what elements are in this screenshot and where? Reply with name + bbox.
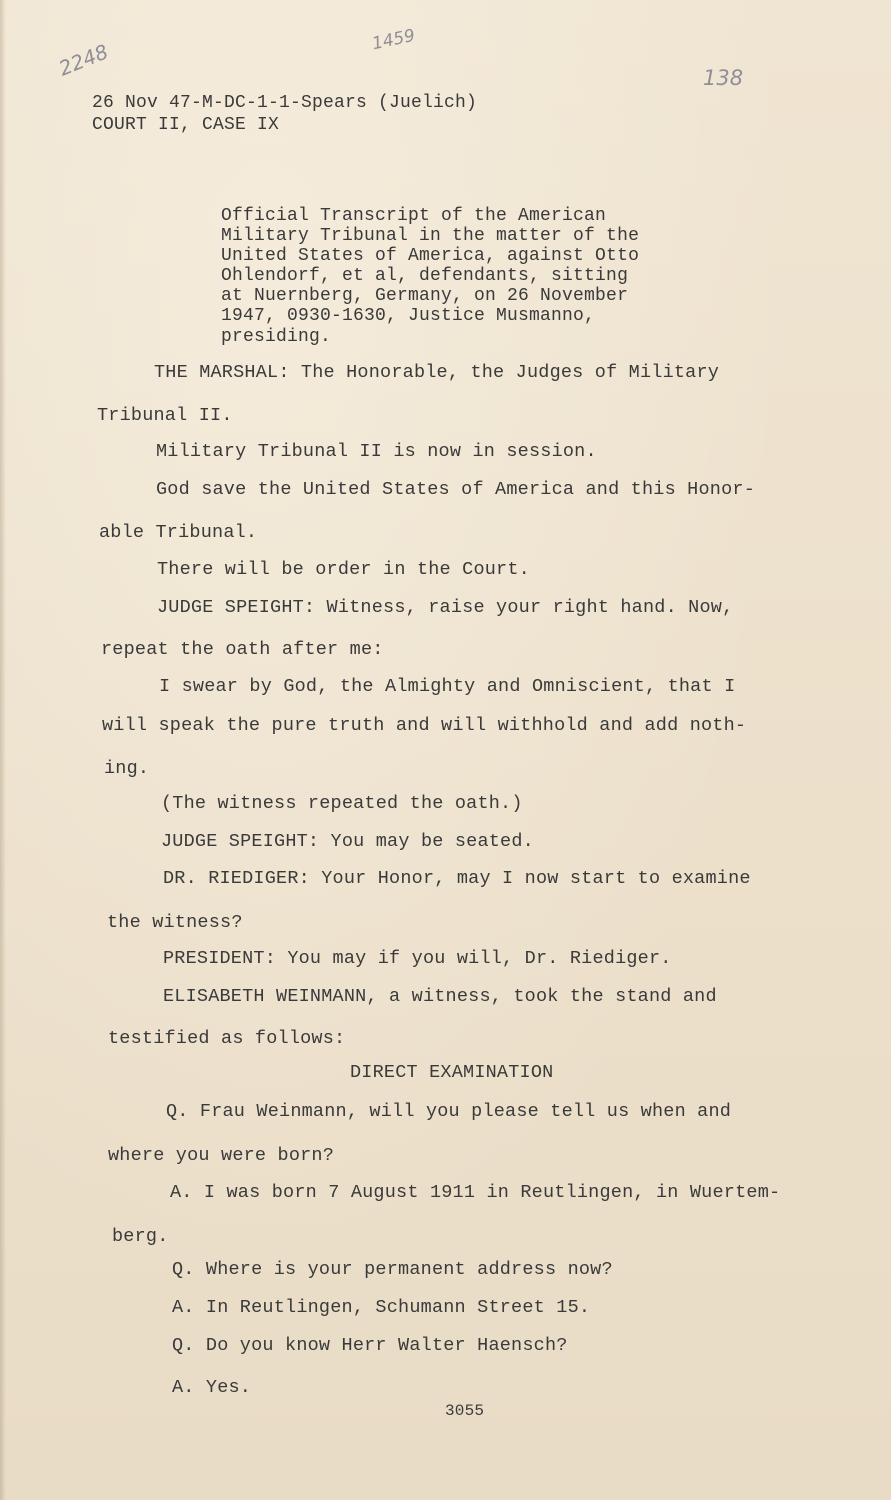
transcript-line: repeat the oath after me: bbox=[101, 639, 384, 660]
transcript-line: berg. bbox=[112, 1226, 169, 1247]
transcript-line: Q. Frau Weinmann, will you please tell us when and bbox=[166, 1101, 732, 1122]
transcript-line: (The witness repeated the oath.) bbox=[161, 793, 523, 814]
transcript-line: A. In Reutlingen, Schumann Street 15. bbox=[172, 1297, 591, 1318]
caption-line: 1947, 0930-1630, Justice Musmanno, bbox=[221, 306, 596, 326]
caption-line: presiding. bbox=[221, 327, 332, 347]
transcript-line: ELISABETH WEINMANN, a witness, took the stand and bbox=[163, 986, 717, 1007]
handwritten-page-mark: 138 bbox=[703, 66, 744, 90]
caption-line: Ohlendorf, et al, defendants, sitting bbox=[221, 266, 629, 286]
header-court-line: COURT II, CASE IX bbox=[92, 115, 280, 135]
page-number: 3055 bbox=[445, 1402, 485, 1420]
caption-line: Military Tribunal in the matter of the bbox=[221, 226, 640, 246]
transcript-line: There will be order in the Court. bbox=[157, 559, 530, 580]
transcript-line: JUDGE SPEIGHT: Witness, raise your right hand. Now, bbox=[157, 597, 734, 618]
transcript-line: able Tribunal. bbox=[99, 522, 258, 543]
transcript-line: will speak the pure truth and will withhold and add noth- bbox=[102, 715, 747, 736]
transcript-line: testified as follows: bbox=[108, 1028, 346, 1049]
transcript-line: the witness? bbox=[107, 912, 243, 933]
caption-line: Official Transcript of the American bbox=[221, 206, 607, 226]
transcript-line: Q. Where is your permanent address now? bbox=[172, 1259, 613, 1280]
handwritten-number-left: 2248 bbox=[55, 39, 112, 81]
transcript-line: A. Yes. bbox=[172, 1377, 252, 1398]
caption-line: at Nuernberg, Germany, on 26 November bbox=[221, 286, 629, 306]
transcript-line: Military Tribunal II is now in session. bbox=[156, 441, 597, 462]
transcript-line: where you were born? bbox=[108, 1145, 335, 1166]
transcript-line: ing. bbox=[104, 758, 150, 779]
transcript-line: JUDGE SPEIGHT: You may be seated. bbox=[161, 831, 534, 852]
transcript-line: DR. RIEDIGER: Your Honor, may I now start to examine bbox=[163, 868, 751, 889]
section-heading: DIRECT EXAMINATION bbox=[350, 1062, 554, 1083]
handwritten-number-center: 1459 bbox=[370, 25, 417, 55]
transcript-line: I swear by God, the Almighty and Omniscient, that I bbox=[159, 676, 736, 697]
transcript-line: PRESIDENT: You may if you will, Dr. Riediger. bbox=[163, 948, 672, 969]
page-edge-shadow bbox=[0, 0, 6, 1500]
transcript-line: Q. Do you know Herr Walter Haensch? bbox=[172, 1335, 568, 1356]
header-docket-line: 26 Nov 47-M-DC-1-1-Spears (Juelich) bbox=[92, 93, 478, 113]
transcript-line: Tribunal II. bbox=[97, 405, 233, 426]
transcript-line: A. I was born 7 August 1911 in Reutlingen, in Wuertem- bbox=[170, 1182, 781, 1203]
transcript-line: THE MARSHAL: The Honorable, the Judges of Military bbox=[154, 362, 720, 383]
transcript-line: God save the United States of America and this Honor- bbox=[156, 479, 755, 500]
caption-line: United States of America, against Otto bbox=[221, 246, 640, 266]
